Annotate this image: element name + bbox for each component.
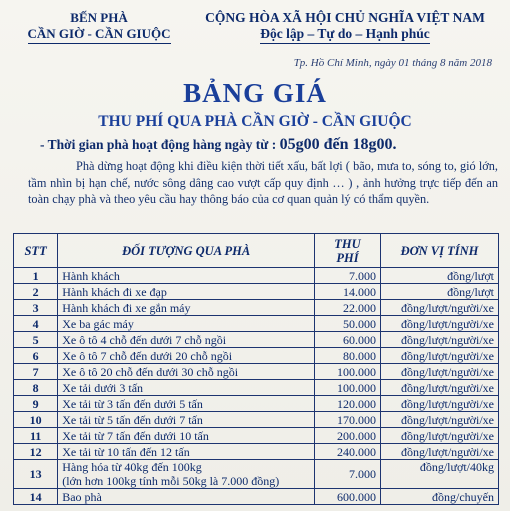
row-fee: 200.000: [315, 428, 381, 444]
page-title: BẢNG GIÁ: [183, 78, 327, 108]
nation-name: CỘNG HÒA XÃ HỘI CHỦ NGHĨA VIỆT NAM: [205, 10, 485, 25]
table-row: [14, 444, 499, 460]
row-stt: 9: [14, 396, 58, 412]
row-fee: 7.000: [315, 268, 381, 284]
table-row: [14, 300, 499, 316]
issuer-block: [14, 10, 184, 44]
header-fee-line2: PHÍ: [336, 250, 359, 265]
row-stt: 2: [14, 284, 58, 300]
row-fee: 600.000: [315, 489, 381, 505]
table-row: [14, 316, 499, 332]
row-stt: 10: [14, 412, 58, 428]
row-object: Xe tải từ 10 tấn đến 12 tấn: [58, 444, 315, 460]
row-object: Bao phà: [58, 489, 315, 505]
row-fee: 120.000: [315, 396, 381, 412]
row-object: [58, 460, 315, 489]
row-object: Xe ô tô 7 chỗ đến dưới 20 chỗ ngồi: [58, 348, 315, 364]
table-row: [14, 332, 499, 348]
row-unit: đồng/lượt/người/xe: [380, 380, 498, 396]
row-fee: 80.000: [315, 348, 381, 364]
nation-motto: Độc lập – Tự do – Hạnh phúc: [260, 26, 430, 44]
row-unit: đồng/lượt: [380, 284, 498, 300]
row-unit: đồng/chuyến: [380, 489, 498, 505]
row-object: Hành khách: [58, 268, 315, 284]
row-unit: đồng/lượt/người/xe: [380, 444, 498, 460]
row-unit: đồng/lượt/người/xe: [380, 332, 498, 348]
header-unit: ĐƠN VỊ TÍNH: [380, 234, 498, 268]
row-fee: 240.000: [315, 444, 381, 460]
row-object: Xe tải từ 7 tấn đến dưới 10 tấn: [58, 428, 315, 444]
price-table: [13, 233, 499, 505]
row-object: Xe ba gác máy: [58, 316, 315, 332]
row-fee: 22.000: [315, 300, 381, 316]
row-unit: đồng/lượt/người/xe: [380, 300, 498, 316]
row-object-line1: Hàng hóa từ 40kg đến 100kg: [62, 460, 202, 474]
row-unit: đồng/lượt/40kg: [380, 460, 498, 489]
row-object-line2: (lớn hơn 100kg tính mỗi 50kg là 7.000 đồng): [62, 474, 280, 488]
table-row: [14, 380, 499, 396]
header-object: ĐỐI TƯỢNG QUA PHÀ: [58, 234, 315, 268]
table-row: [14, 284, 499, 300]
table-row: [14, 364, 499, 380]
row-stt: 4: [14, 316, 58, 332]
row-stt: 13: [14, 460, 58, 489]
page-subtitle: THU PHÍ QUA PHÀ CẦN GIỜ - CẦN GIUỘC: [98, 113, 412, 130]
row-unit: đồng/lượt/người/xe: [380, 348, 498, 364]
header-fee: [315, 234, 381, 268]
row-unit: đồng/lượt/người/xe: [380, 428, 498, 444]
row-object: Hành khách đi xe đạp: [58, 284, 315, 300]
table-row: [14, 268, 499, 284]
issue-date: Tp. Hồ Chí Minh, ngày 01 tháng 8 năm 2018: [293, 57, 492, 69]
row-stt: 5: [14, 332, 58, 348]
row-object: Hành khách đi xe gắn máy: [58, 300, 315, 316]
row-stt: 7: [14, 364, 58, 380]
row-object: Xe tải từ 5 tấn đến dưới 7 tấn: [58, 412, 315, 428]
row-fee: 170.000: [315, 412, 381, 428]
row-stt: 14: [14, 489, 58, 505]
row-unit: đồng/lượt/người/xe: [380, 316, 498, 332]
issuer-route: CẦN GIỜ - CẦN GIUỘC: [28, 26, 171, 44]
row-stt: 12: [14, 444, 58, 460]
row-stt: 11: [14, 428, 58, 444]
table-row: [14, 396, 499, 412]
row-unit: đồng/lượt/người/xe: [380, 364, 498, 380]
row-fee: 60.000: [315, 332, 381, 348]
suspension-note: Phà dừng hoạt động khi điều kiện thời tiết xấu, bất lợi ( bão, mưa to, sóng to, gió lớn, tầm nhìn bị hạn chế, nước sông dâng cao vượt cấp quy định … ) , ảnh hưởng trực tiếp đến an toàn chạy phà và theo yêu cầu hay thông báo của cơ quan quản lý có thẩm quyền.: [28, 159, 498, 206]
row-stt: 6: [14, 348, 58, 364]
row-fee: 100.000: [315, 380, 381, 396]
header-fee-line1: THU: [334, 236, 361, 251]
row-stt: 3: [14, 300, 58, 316]
row-object: Xe ô tô 20 chỗ đến dưới 30 chỗ ngồi: [58, 364, 315, 380]
row-object: Xe tải dưới 3 tấn: [58, 380, 315, 396]
header-stt: STT: [14, 234, 58, 268]
row-unit: đồng/lượt/người/xe: [380, 412, 498, 428]
operating-hours-value: 05g00 đến 18g00.: [279, 136, 397, 153]
row-stt: 8: [14, 380, 58, 396]
row-object: Xe tải từ 3 tấn đến dưới 5 tấn: [58, 396, 315, 412]
row-unit: đồng/lượt/người/xe: [380, 396, 498, 412]
row-fee: 14.000: [315, 284, 381, 300]
row-fee: 7.000: [315, 460, 381, 489]
table-row: [14, 460, 499, 489]
operating-hours-label: - Thời gian phà hoạt động hàng ngày từ :: [40, 137, 280, 152]
table-row: [14, 348, 499, 364]
row-fee: 100.000: [315, 364, 381, 380]
row-fee: 50.000: [315, 316, 381, 332]
issuer-name: BẾN PHÀ: [70, 10, 128, 25]
table-row: [14, 428, 499, 444]
row-stt: 1: [14, 268, 58, 284]
row-unit: đồng/lượt: [380, 268, 498, 284]
table-row: [14, 412, 499, 428]
operating-hours: [40, 136, 397, 154]
price-table-header: [14, 234, 499, 268]
national-motto-block: [186, 10, 504, 44]
row-object: Xe ô tô 4 chỗ đến dưới 7 chỗ ngồi: [58, 332, 315, 348]
table-row: [14, 489, 499, 505]
